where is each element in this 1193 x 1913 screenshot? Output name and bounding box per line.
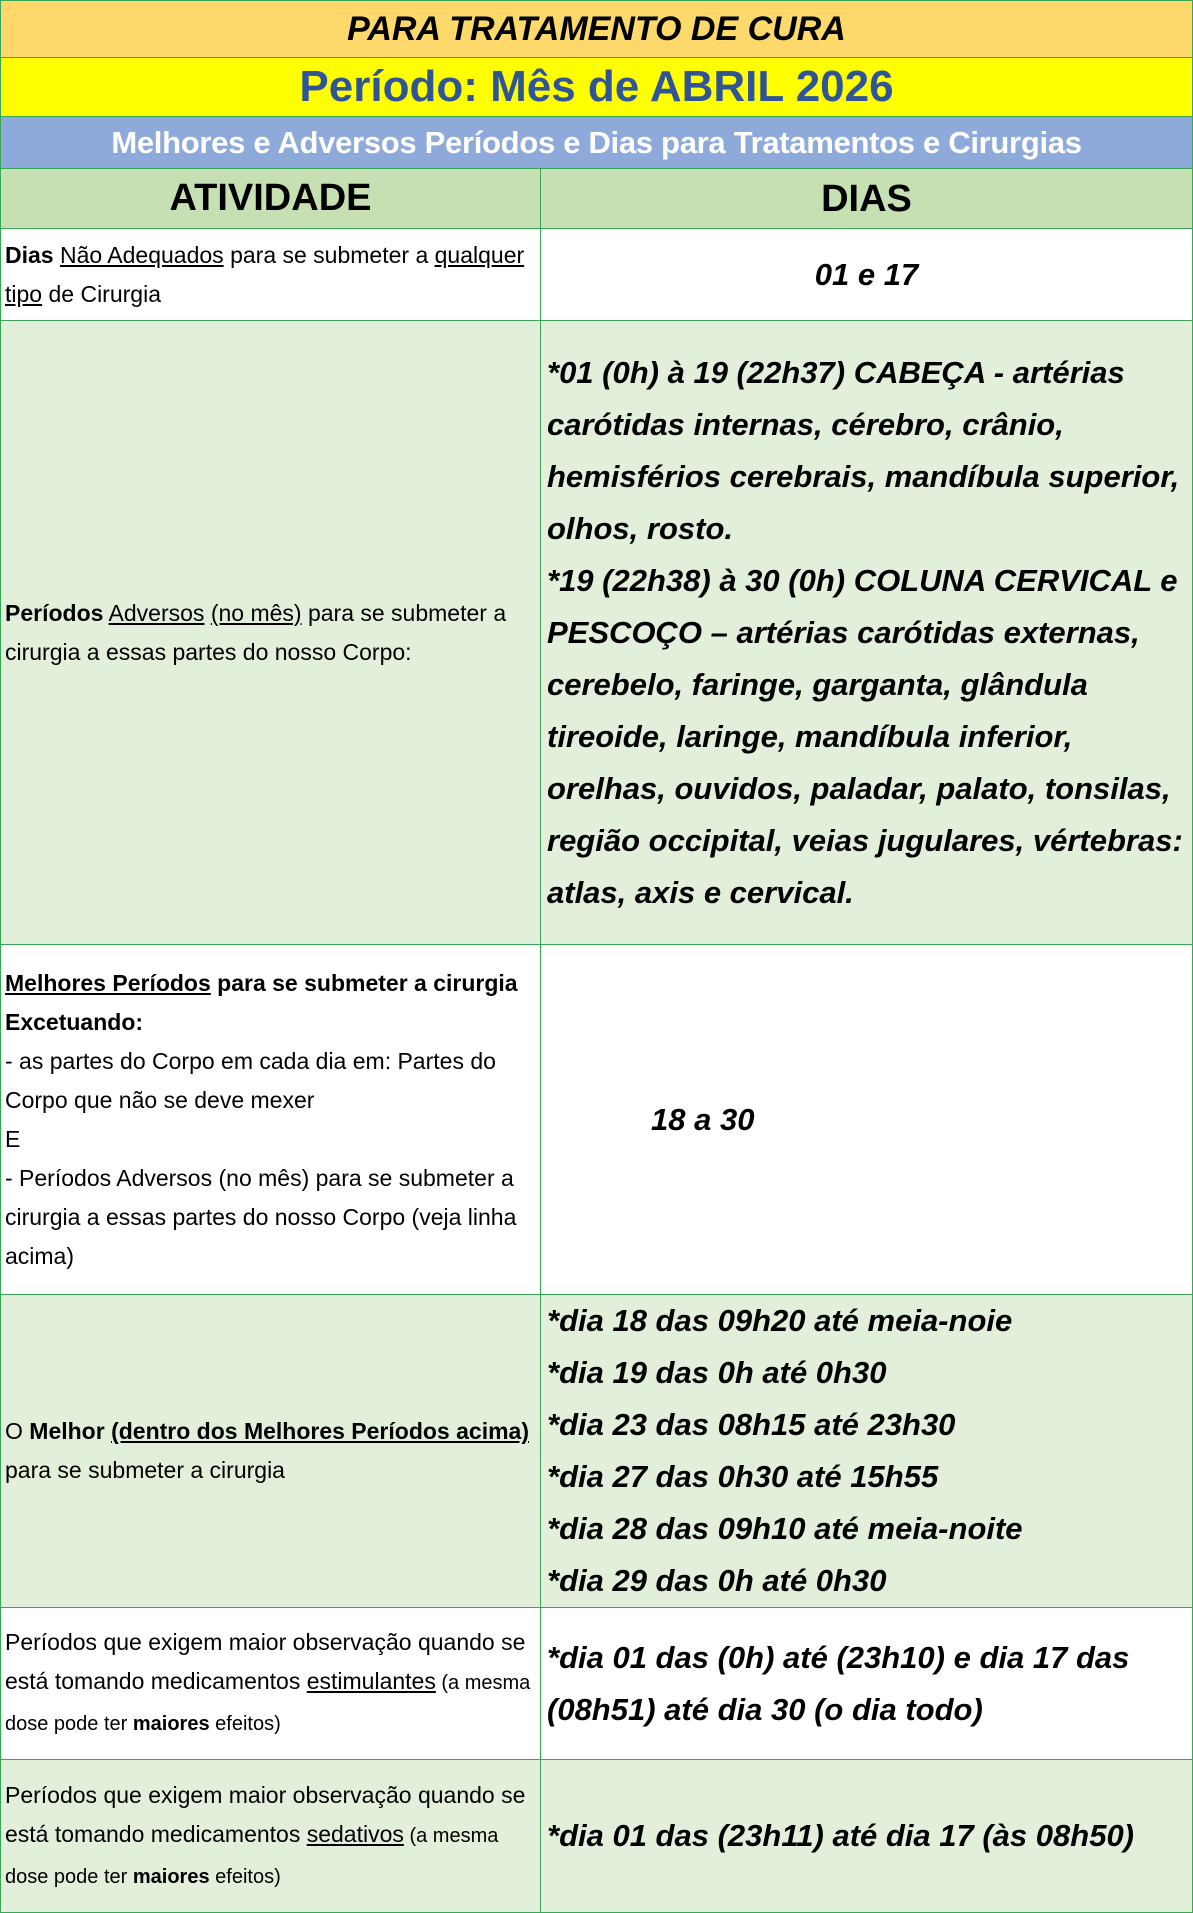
activity-cell (1, 321, 541, 944)
text: - as partes do Corpo em cada dia em: Partes do Corpo que não se deve mexer (5, 1047, 496, 1113)
table-row-best-periods (1, 945, 1192, 1295)
text: Não Adequados (59, 241, 224, 268)
text: estimulantes (306, 1668, 436, 1694)
activity-cell (1, 1760, 541, 1912)
days-cell: 18 a 30 (651, 1101, 755, 1137)
adverse-period-neck: *19 (22h38) à 30 (0h) COLUNA CERVICAL e PESCOÇO – artérias carótidas externas, cerebelo, faringe, garganta, glândula tireoide, laringe, mandíbula inferior, orelhas, ouvidos, paladar, palato, tonsilas, região occipital, veias jugulares, vértebras: atlas, axis e cervical. (547, 562, 1183, 910)
activity-cell (1, 1295, 541, 1607)
text: (a mesma dose pode ter (5, 1672, 531, 1735)
text: para se submeter a cirurgia (5, 1457, 285, 1483)
text: qualquer tipo (5, 241, 525, 307)
text: (no mês) (210, 599, 302, 626)
text: - Períodos Adversos (no mês) para se submeter a cirurgia a essas partes do nosso Corpo (veja linha acima) (5, 1164, 517, 1269)
text: Períodos que exigem maior observação quando se está tomando medicamentos (5, 1629, 526, 1694)
text: efeitos) (209, 1713, 281, 1735)
text: (dentro dos Melhores Períodos acima) (111, 1418, 529, 1444)
text: de Cirurgia (42, 280, 161, 307)
best-time-item: *dia 27 das 0h30 até 15h55 (547, 1459, 939, 1494)
period-banner: Período: Mês de ABRIL 2026 (1, 58, 1192, 117)
text: Melhor (29, 1418, 105, 1444)
text: Dias (5, 241, 54, 268)
text: maiores (132, 1713, 210, 1735)
text: Períodos que exigem maior observação quando se está tomando medicamentos (5, 1781, 526, 1847)
adverse-period-head: *01 (0h) à 19 (22h37) CABEÇA - artérias carótidas internas, cérebro, crânio, hemisférios cerebrais, mandíbula superior, olhos, rosto. (547, 354, 1180, 546)
text: E (5, 1125, 21, 1152)
activity-cell (1, 1608, 541, 1759)
text: para se submeter a cirurgia a essas partes do nosso Corpo: (5, 599, 507, 665)
best-time-item: *dia 18 das 09h20 até meia-noie (547, 1303, 1013, 1338)
text: Adversos (108, 599, 205, 626)
text: O (5, 1418, 30, 1444)
title-banner: PARA TRATAMENTO DE CURA (1, 1, 1192, 58)
text: efeitos) (209, 1865, 281, 1888)
text: maiores (132, 1865, 210, 1888)
table-row-sedatives (1, 1760, 1192, 1912)
best-time-item: *dia 29 das 0h até 0h30 (547, 1563, 887, 1598)
days-cell (541, 1295, 1192, 1607)
days-cell: *dia 01 das (0h) até (23h10) e dia 17 das (08h51) até dia 30 (o dia todo) (547, 1639, 1130, 1727)
subtitle-banner: Melhores e Adversos Períodos e Dias para Tratamentos e Cirurgias (1, 117, 1192, 169)
best-time-item: *dia 23 das 08h15 até 23h30 (547, 1407, 956, 1442)
text: sedativos (306, 1820, 404, 1847)
text: (a mesma dose pode ter (5, 1824, 499, 1888)
best-time-item: *dia 28 das 09h10 até meia-noite (547, 1511, 1023, 1546)
column-headers (1, 169, 1192, 229)
table-row-stimulants (1, 1608, 1192, 1760)
header-activity: ATIVIDADE (1, 169, 541, 228)
days-cell: 01 e 17 (814, 256, 919, 292)
table-row-adverse-periods (1, 321, 1192, 945)
text: para se submeter a (223, 241, 435, 268)
header-days: DIAS (821, 177, 912, 220)
text: para se submeter a cirurgia (210, 969, 518, 996)
text: Períodos (5, 599, 104, 626)
days-cell (541, 321, 1192, 944)
text: Excetuando: (5, 1008, 144, 1035)
text: Melhores Períodos (5, 969, 211, 996)
days-cell: *dia 01 das (23h11) até dia 17 (às 08h50) (547, 1818, 1135, 1853)
table-row-unsuitable-days (1, 229, 1192, 321)
table-row-best-times (1, 1295, 1192, 1608)
best-time-item: *dia 19 das 0h até 0h30 (547, 1355, 887, 1390)
activity-cell (1, 945, 541, 1294)
activity-cell (1, 229, 541, 320)
